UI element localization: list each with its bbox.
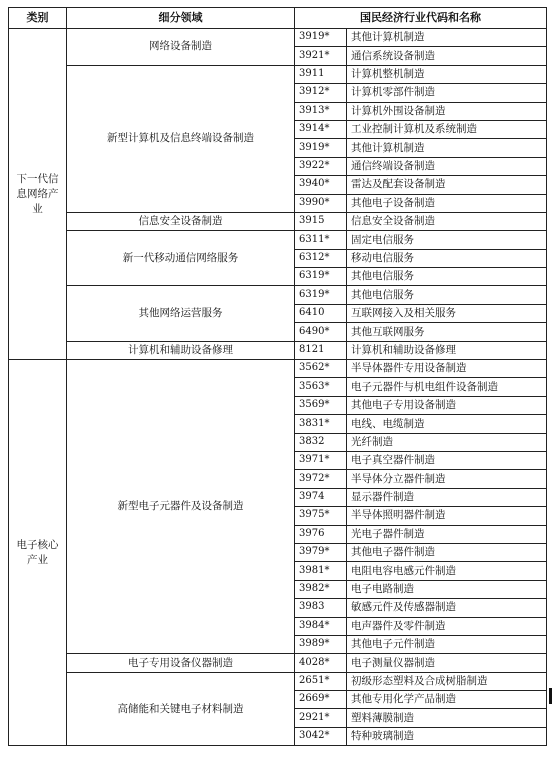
industry-name-cell: 通信终端设备制造 xyxy=(347,157,547,175)
industry-code-cell: 6319* xyxy=(295,268,347,286)
table-row xyxy=(9,360,547,378)
industry-name-cell: 固定电信服务 xyxy=(347,231,547,249)
industry-code-cell: 3990* xyxy=(295,194,347,212)
industry-code-cell: 3982* xyxy=(295,580,347,598)
industry-name-cell: 其他计算机制造 xyxy=(347,29,547,47)
sub-field-cell: 高储能和关键电子材料制造 xyxy=(67,672,295,746)
industry-name-cell: 半导体照明器件制造 xyxy=(347,507,547,525)
industry-code-cell: 3919* xyxy=(295,29,347,47)
industry-name-cell: 工业控制计算机及系统制造 xyxy=(347,120,547,138)
industry-name-cell: 计算机和辅助设备修理 xyxy=(347,341,547,359)
header-sub-field: 细分领域 xyxy=(67,8,295,29)
industry-code-cell: 3979* xyxy=(295,543,347,561)
industry-name-cell: 互联网接入及相关服务 xyxy=(347,304,547,322)
industry-code-cell: 3975* xyxy=(295,507,347,525)
header-industry: 国民经济行业代码和名称 xyxy=(295,8,547,29)
industry-code-cell: 3912* xyxy=(295,84,347,102)
industry-code-cell: 3974 xyxy=(295,488,347,506)
industry-code-cell: 3914* xyxy=(295,120,347,138)
industry-code-cell: 6319* xyxy=(295,286,347,304)
industry-name-cell: 电阻电容电感元件制造 xyxy=(347,562,547,580)
industry-name-cell: 通信系统设备制造 xyxy=(347,47,547,65)
industry-name-cell: 电子真空器件制造 xyxy=(347,451,547,469)
industry-code-cell: 3984* xyxy=(295,617,347,635)
industry-name-cell: 其他电信服务 xyxy=(347,268,547,286)
industry-code-cell: 3922* xyxy=(295,157,347,175)
industry-name-cell: 半导体器件专用设备制造 xyxy=(347,360,547,378)
industry-code-cell: 3983 xyxy=(295,599,347,617)
industry-code-cell: 2651* xyxy=(295,672,347,690)
industry-name-cell: 特种玻璃制造 xyxy=(347,727,547,745)
industry-name-cell: 电子元器件与机电组件设备制造 xyxy=(347,378,547,396)
industry-code-cell: 3911 xyxy=(295,65,347,83)
industry-name-cell: 光电子器件制造 xyxy=(347,525,547,543)
industry-code-cell: 3972* xyxy=(295,470,347,488)
sub-field-cell: 其他网络运营服务 xyxy=(67,286,295,341)
industry-code-cell: 3981* xyxy=(295,562,347,580)
industry-code-cell: 6312* xyxy=(295,249,347,267)
industry-code-cell: 6490* xyxy=(295,323,347,341)
industry-code-cell: 3563* xyxy=(295,378,347,396)
industry-name-cell: 其他电子设备制造 xyxy=(347,194,547,212)
industry-code-cell: 3921* xyxy=(295,47,347,65)
table-row xyxy=(9,231,547,249)
industry-code-cell: 2669* xyxy=(295,691,347,709)
industry-name-cell: 初级形态塑料及合成树脂制造 xyxy=(347,672,547,690)
industry-code-cell: 3569* xyxy=(295,396,347,414)
industry-code-cell: 3976 xyxy=(295,525,347,543)
industry-name-cell: 计算机整机制造 xyxy=(347,65,547,83)
category-cell: 下一代信息网络产业 xyxy=(9,29,67,360)
industry-name-cell: 塑料薄膜制造 xyxy=(347,709,547,727)
industry-name-cell: 计算机外围设备制造 xyxy=(347,102,547,120)
industry-code-cell: 3940* xyxy=(295,176,347,194)
industry-code-cell: 3915 xyxy=(295,212,347,230)
industry-name-cell: 移动电信服务 xyxy=(347,249,547,267)
industry-name-cell: 其他电子器件制造 xyxy=(347,543,547,561)
industry-name-cell: 其他专用化学产品制造 xyxy=(347,691,547,709)
industry-name-cell: 显示器件制造 xyxy=(347,488,547,506)
industry-code-cell: 3971* xyxy=(295,451,347,469)
industry-code-cell: 3562* xyxy=(295,360,347,378)
industry-code-cell: 4028* xyxy=(295,654,347,672)
edge-mark xyxy=(549,688,552,704)
industry-name-cell: 电声器件及零件制造 xyxy=(347,617,547,635)
industry-code-cell: 3831* xyxy=(295,415,347,433)
table-row xyxy=(9,29,547,47)
industry-name-cell: 其他电子专用设备制造 xyxy=(347,396,547,414)
industry-name-cell: 半导体分立器件制造 xyxy=(347,470,547,488)
header-row xyxy=(9,8,547,29)
industry-code-cell: 3913* xyxy=(295,102,347,120)
table-row xyxy=(9,654,547,672)
table-row xyxy=(9,212,547,230)
industry-code-cell: 2921* xyxy=(295,709,347,727)
industry-code-cell: 3919* xyxy=(295,139,347,157)
sub-field-cell: 电子专用设备仪器制造 xyxy=(67,654,295,672)
industry-name-cell: 光纤制造 xyxy=(347,433,547,451)
industry-code-cell: 6311* xyxy=(295,231,347,249)
industry-name-cell: 电子电路制造 xyxy=(347,580,547,598)
table-row xyxy=(9,286,547,304)
sub-field-cell: 计算机和辅助设备修理 xyxy=(67,341,295,359)
industry-name-cell: 其他电信服务 xyxy=(347,286,547,304)
industry-code-cell: 6410 xyxy=(295,304,347,322)
industry-code-cell: 3042* xyxy=(295,727,347,745)
industry-name-cell: 敏感元件及传感器制造 xyxy=(347,599,547,617)
table-body xyxy=(9,29,547,746)
table-row xyxy=(9,341,547,359)
industry-name-cell: 电线、电缆制造 xyxy=(347,415,547,433)
sub-field-cell: 网络设备制造 xyxy=(67,29,295,66)
sub-field-cell: 新一代移动通信网络服务 xyxy=(67,231,295,286)
table-row xyxy=(9,65,547,83)
industry-name-cell: 其他计算机制造 xyxy=(347,139,547,157)
header-category: 类别 xyxy=(9,8,67,29)
table-row xyxy=(9,672,547,690)
category-cell: 电子核心产业 xyxy=(9,360,67,746)
industry-name-cell: 计算机零部件制造 xyxy=(347,84,547,102)
industry-classification-table xyxy=(8,7,547,746)
industry-code-cell: 3989* xyxy=(295,635,347,653)
sub-field-cell: 信息安全设备制造 xyxy=(67,212,295,230)
industry-name-cell: 信息安全设备制造 xyxy=(347,212,547,230)
industry-name-cell: 其他电子元件制造 xyxy=(347,635,547,653)
industry-code-cell: 8121 xyxy=(295,341,347,359)
industry-name-cell: 雷达及配套设备制造 xyxy=(347,176,547,194)
sub-field-cell: 新型电子元器件及设备制造 xyxy=(67,360,295,654)
industry-code-cell: 3832 xyxy=(295,433,347,451)
sub-field-cell: 新型计算机及信息终端设备制造 xyxy=(67,65,295,212)
industry-name-cell: 电子测量仪器制造 xyxy=(347,654,547,672)
industry-name-cell: 其他互联网服务 xyxy=(347,323,547,341)
